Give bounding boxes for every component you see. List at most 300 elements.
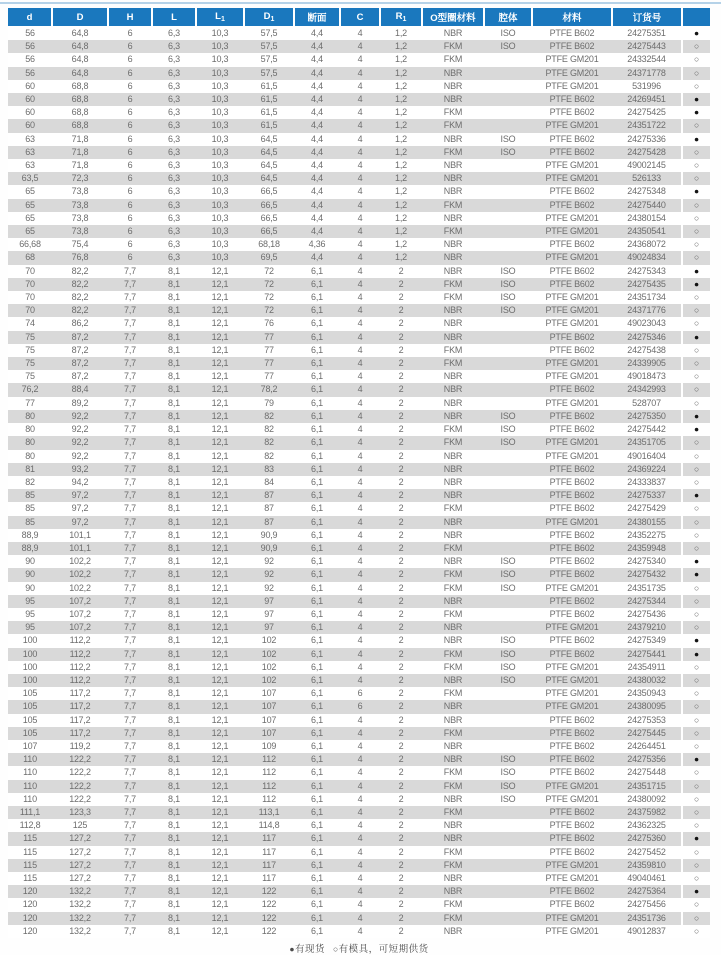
column-header-L: L <box>152 8 196 27</box>
cell-L: 8,1 <box>168 635 180 646</box>
cell-d: 77 <box>25 397 35 408</box>
cell-material: PTFE GM201 <box>545 397 599 408</box>
cell-cross-section: 6,1 <box>311 384 323 395</box>
cell-D: 64,8 <box>71 41 89 52</box>
cell-H: 6 <box>127 160 133 171</box>
cell-H: 6 <box>127 28 133 38</box>
cell-cavity <box>484 53 532 66</box>
cell-C: 4 <box>357 859 363 870</box>
cell-L1: 12,1 <box>211 463 229 474</box>
cell-D: 112,2 <box>69 635 91 646</box>
cell-R1: 1,2 <box>395 160 407 171</box>
cell-R1: 1,2 <box>395 120 407 131</box>
cell-L1: 12,1 <box>211 410 229 421</box>
mold-available-icon: ○ <box>682 872 710 885</box>
cell-L: 6,3 <box>168 133 180 144</box>
table-row <box>8 806 710 819</box>
in-stock-icon: ● <box>682 489 710 502</box>
cell-o-ring-material: FKM <box>443 120 463 131</box>
cell-R1: 2 <box>398 714 404 725</box>
cell-C: 4 <box>357 740 363 751</box>
cell-order-number: 24275356 <box>627 754 666 765</box>
cell-cavity: ISO <box>500 437 516 448</box>
mold-available-icon: ○ <box>682 146 710 159</box>
cell-C: 4 <box>357 107 363 118</box>
cell-C: 4 <box>357 94 363 105</box>
cell-H: 7,7 <box>124 873 136 883</box>
cell-cavity <box>484 819 532 832</box>
cell-R1: 1,2 <box>395 67 407 78</box>
cell-material: PTFE B602 <box>549 344 595 355</box>
cell-L1: 12,1 <box>211 318 229 329</box>
cell-D1: 87 <box>264 516 274 527</box>
cell-L1: 12,1 <box>211 529 229 540</box>
cell-L: 8,1 <box>168 384 180 395</box>
cell-H: 7,7 <box>124 556 136 567</box>
mold-available-icon: ○ <box>682 212 710 225</box>
cell-C: 4 <box>357 67 363 78</box>
mold-available-icon: ○ <box>682 370 710 383</box>
cell-L: 8,1 <box>168 569 180 580</box>
mold-available-icon: ○ <box>682 516 710 529</box>
in-stock-icon: ● <box>682 634 710 647</box>
cell-cavity <box>484 846 532 859</box>
cell-L: 8,1 <box>168 595 180 606</box>
cell-d: 88,9 <box>21 529 39 540</box>
cell-order-number: 24275350 <box>627 410 666 421</box>
table-row <box>8 766 710 779</box>
cell-D1: 66,5 <box>260 226 278 237</box>
cell-D1: 57,5 <box>260 54 278 65</box>
cell-cross-section: 6,1 <box>311 635 323 646</box>
cell-L: 8,1 <box>168 899 180 910</box>
table-row <box>8 304 710 317</box>
cell-order-number: 531996 <box>632 80 661 91</box>
in-stock-label: 有现货 <box>294 944 325 955</box>
cell-cavity <box>484 516 532 529</box>
cell-material: PTFE GM201 <box>545 252 599 263</box>
cell-H: 7,7 <box>124 754 136 765</box>
cell-d: 56 <box>25 54 35 65</box>
table-row <box>8 898 710 911</box>
column-header-C: C <box>340 8 380 27</box>
cell-C: 4 <box>357 424 363 435</box>
cell-D1: 112 <box>262 767 276 778</box>
cell-cross-section: 4,4 <box>311 160 323 171</box>
cell-cavity <box>484 912 532 925</box>
cell-D1: 82 <box>264 437 274 448</box>
cell-H: 7,7 <box>124 925 136 936</box>
cell-d: 120 <box>22 886 38 897</box>
cell-R1: 2 <box>398 569 404 580</box>
cell-cavity <box>484 925 532 938</box>
cell-D1: 122 <box>261 899 277 910</box>
cell-L1: 12,1 <box>211 674 229 685</box>
cell-o-ring-material: FKM <box>443 358 463 369</box>
cell-R1: 2 <box>398 767 404 778</box>
cell-H: 7,7 <box>124 780 136 791</box>
mold-available-icon: ○ <box>682 291 710 304</box>
cell-D: 76,8 <box>71 252 89 263</box>
cell-D: 127,2 <box>69 846 91 857</box>
cell-material: PTFE B602 <box>549 714 595 725</box>
cell-cross-section: 6,1 <box>311 463 323 474</box>
cell-o-ring-material: FKM <box>443 146 463 157</box>
mold-available-icon: ○ <box>682 621 710 634</box>
mold-available-icon: ○ <box>682 476 710 489</box>
cell-o-ring-material: NBR <box>443 622 463 633</box>
cell-o-ring-material: FKM <box>443 648 463 659</box>
cell-d: 60 <box>25 107 35 118</box>
table-row <box>8 793 710 806</box>
cell-C: 4 <box>357 199 363 210</box>
cell-o-ring-material: NBR <box>443 516 463 527</box>
cell-cavity <box>484 370 532 383</box>
table-header <box>8 8 710 27</box>
table-row <box>8 819 710 832</box>
cell-L1: 10,3 <box>211 54 229 65</box>
cell-cavity: ISO <box>500 146 516 157</box>
cell-R1: 2 <box>398 450 404 461</box>
cell-D1: 87 <box>264 490 274 501</box>
cell-L: 8,1 <box>168 820 180 831</box>
cell-C: 4 <box>357 212 363 223</box>
cell-L: 8,1 <box>168 714 180 725</box>
cell-H: 7,7 <box>124 476 136 487</box>
table-row <box>8 608 710 621</box>
cell-R1: 2 <box>398 635 404 646</box>
cell-L1: 12,1 <box>211 278 229 289</box>
cell-L1: 12,1 <box>211 912 229 923</box>
cell-cavity <box>484 225 532 238</box>
table-row <box>8 740 710 753</box>
table-row <box>8 687 710 700</box>
cell-D1: 64,5 <box>260 160 278 171</box>
cell-o-ring-material: NBR <box>443 94 463 105</box>
cell-H: 7,7 <box>124 397 136 408</box>
cell-cross-section: 6,1 <box>311 714 323 725</box>
cell-R1: 2 <box>398 305 404 316</box>
mold-available-icon: ○ <box>682 925 710 938</box>
cell-cavity <box>484 331 532 344</box>
cell-o-ring-material: NBR <box>443 886 463 897</box>
cell-D: 71,8 <box>71 146 89 157</box>
cell-R1: 2 <box>398 358 404 369</box>
cell-material: PTFE B602 <box>549 410 595 421</box>
cell-cavity <box>484 238 532 251</box>
in-stock-icon: ● <box>682 832 710 845</box>
cell-H: 6 <box>127 199 133 210</box>
cell-cross-section: 6,1 <box>311 912 323 923</box>
cell-R1: 2 <box>398 648 404 659</box>
cell-L: 6,3 <box>168 226 180 237</box>
cell-D: 119,2 <box>69 740 91 751</box>
cell-order-number: 24275346 <box>627 331 666 342</box>
cell-R1: 1,2 <box>395 186 407 197</box>
cell-C: 4 <box>357 595 363 606</box>
cell-D: 117,2 <box>69 688 91 699</box>
cell-L1: 10,3 <box>211 160 229 171</box>
cell-R1: 1,2 <box>395 199 407 210</box>
table-row <box>8 700 710 713</box>
cell-order-number: 24371778 <box>627 67 666 78</box>
cell-D1: 112 <box>262 793 276 804</box>
cell-material: PTFE GM201 <box>545 120 599 131</box>
cell-C: 4 <box>357 820 363 831</box>
cell-D: 82,2 <box>71 265 89 276</box>
table-row <box>8 133 710 146</box>
cell-D: 101,1 <box>69 542 91 553</box>
cell-cross-section: 6,1 <box>311 450 323 461</box>
table-row <box>8 859 710 872</box>
cell-d: 110 <box>23 793 37 804</box>
cell-C: 4 <box>357 305 363 316</box>
cell-L: 8,1 <box>168 767 180 778</box>
cell-L1: 10,3 <box>211 186 229 197</box>
cell-R1: 2 <box>398 688 404 699</box>
mold-available-icon: ○ <box>682 700 710 713</box>
cell-H: 7,7 <box>124 331 136 342</box>
cell-o-ring-material: NBR <box>443 133 463 144</box>
cell-L: 8,1 <box>168 450 180 461</box>
cell-D: 87,2 <box>71 371 89 382</box>
cell-R1: 2 <box>398 410 404 421</box>
table-row <box>8 172 710 185</box>
cell-H: 6 <box>127 107 133 118</box>
cell-cross-section: 6,1 <box>311 886 323 897</box>
cell-o-ring-material: NBR <box>443 490 463 501</box>
cell-D1: 61,5 <box>260 107 278 118</box>
cell-D1: 72 <box>264 278 274 289</box>
cell-D1: 61,5 <box>260 80 278 91</box>
cell-H: 6 <box>127 80 133 91</box>
cell-L1: 12,1 <box>211 542 229 553</box>
cell-order-number: 49002145 <box>627 160 666 171</box>
cell-D: 68,8 <box>71 120 89 131</box>
cell-cross-section: 6,1 <box>311 278 323 289</box>
cell-cross-section: 6,1 <box>311 648 323 659</box>
cell-D: 89,2 <box>71 397 89 408</box>
cell-material: PTFE GM201 <box>545 582 599 593</box>
cell-R1: 2 <box>398 476 404 487</box>
cell-D: 87,2 <box>71 331 89 342</box>
cell-o-ring-material: NBR <box>443 67 463 78</box>
cell-cross-section: 6,1 <box>311 582 323 593</box>
table-row <box>8 621 710 634</box>
cell-d: 60 <box>25 80 35 91</box>
cell-C: 4 <box>357 344 363 355</box>
cell-o-ring-material: NBR <box>443 28 463 38</box>
cell-material: PTFE GM201 <box>545 173 599 184</box>
cell-cavity <box>484 529 532 542</box>
cell-D1: 90,9 <box>260 542 278 553</box>
cell-d: 110 <box>23 780 37 791</box>
cell-d: 75 <box>25 344 35 355</box>
cell-D1: 64,5 <box>260 173 278 184</box>
cell-cavity <box>484 357 532 370</box>
cell-L1: 12,1 <box>211 397 229 408</box>
cell-R1: 2 <box>398 529 404 540</box>
cell-L: 8,1 <box>168 278 180 289</box>
cell-D: 87,2 <box>71 358 89 369</box>
cell-L: 8,1 <box>168 740 180 751</box>
cell-d: 120 <box>22 912 38 923</box>
cell-cavity: ISO <box>500 28 516 38</box>
cell-C: 4 <box>357 806 363 817</box>
cell-order-number: 49018473 <box>627 371 666 382</box>
cell-order-number: 24371776 <box>627 305 666 316</box>
cell-C: 4 <box>357 503 363 514</box>
cell-order-number: 24269451 <box>627 94 666 105</box>
cell-o-ring-material: NBR <box>443 925 463 936</box>
cell-L: 6,3 <box>168 54 180 65</box>
cell-C: 4 <box>357 186 363 197</box>
cell-cavity <box>484 119 532 132</box>
cell-d: 88,9 <box>21 542 39 553</box>
cell-material: PTFE GM201 <box>545 318 599 329</box>
cell-L1: 10,3 <box>211 107 229 118</box>
cell-cross-section: 6,1 <box>311 859 323 870</box>
cell-H: 7,7 <box>124 701 136 712</box>
cell-material: PTFE GM201 <box>545 516 599 527</box>
cell-cross-section: 6,1 <box>311 490 323 501</box>
table-row <box>8 529 710 542</box>
mold-available-icon: ○ <box>682 463 710 476</box>
cell-D: 117,2 <box>69 727 91 738</box>
mold-available-icon: ○ <box>682 238 710 251</box>
cell-d: 107 <box>22 740 38 751</box>
cell-o-ring-material: NBR <box>443 252 463 263</box>
cell-L: 8,1 <box>168 437 180 448</box>
cell-L: 8,1 <box>168 358 180 369</box>
cell-o-ring-material: NBR <box>443 595 463 606</box>
cell-D1: 97 <box>264 622 274 633</box>
cell-D: 122,2 <box>69 754 91 765</box>
cell-o-ring-material: NBR <box>443 397 463 408</box>
cell-d: 105 <box>22 701 38 712</box>
table-row <box>8 225 710 238</box>
cell-D: 112,2 <box>69 661 91 672</box>
cell-o-ring-material: NBR <box>443 384 463 395</box>
cell-o-ring-material: NBR <box>443 410 463 421</box>
cell-D1: 66,5 <box>260 199 278 210</box>
cell-C: 4 <box>357 925 363 936</box>
cell-L1: 10,3 <box>211 80 229 91</box>
cell-cavity: ISO <box>500 133 516 144</box>
table-row <box>8 423 710 436</box>
table-row <box>8 357 710 370</box>
cell-d: 68 <box>25 252 35 263</box>
cell-C: 4 <box>357 278 363 289</box>
cell-o-ring-material: FKM <box>443 54 463 65</box>
cell-cavity <box>484 806 532 819</box>
cell-H: 7,7 <box>124 608 136 619</box>
cell-order-number: 24275442 <box>627 424 666 435</box>
cell-d: 80 <box>25 424 35 435</box>
mold-available-icon: ○ <box>682 542 710 555</box>
table-row <box>8 317 710 330</box>
cell-o-ring-material: FKM <box>443 278 463 289</box>
cell-L: 6,3 <box>168 67 180 78</box>
cell-d: 105 <box>22 688 38 699</box>
cell-o-ring-material: NBR <box>443 305 463 316</box>
cell-L1: 12,1 <box>211 622 229 633</box>
cell-C: 4 <box>357 358 363 369</box>
cell-H: 7,7 <box>124 622 136 633</box>
cell-L: 8,1 <box>168 344 180 355</box>
cell-o-ring-material: FKM <box>443 727 463 738</box>
cell-material: PTFE B602 <box>549 569 595 580</box>
cell-L1: 12,1 <box>211 859 229 870</box>
cell-H: 7,7 <box>124 833 136 844</box>
mold-available-icon: ○ <box>682 727 710 740</box>
cell-L: 6,3 <box>168 212 180 223</box>
cell-D: 64,8 <box>71 67 89 78</box>
cell-R1: 2 <box>398 463 404 474</box>
cell-cross-section: 6,1 <box>311 846 323 857</box>
cell-cross-section: 4,4 <box>311 107 323 118</box>
cell-cross-section: 4,4 <box>311 94 323 105</box>
cell-R1: 2 <box>398 292 404 303</box>
cell-L: 6,3 <box>168 28 180 38</box>
cell-L: 8,1 <box>168 648 180 659</box>
cell-d: 112,8 <box>19 820 41 831</box>
cell-H: 7,7 <box>124 424 136 435</box>
cell-D: 102,2 <box>69 556 91 567</box>
table-row <box>8 925 710 938</box>
cell-order-number: 24275441 <box>627 648 666 659</box>
cell-d: 85 <box>25 490 35 501</box>
mold-available-icon: ○ <box>682 397 710 410</box>
cell-L1: 10,3 <box>211 173 229 184</box>
cell-R1: 1,2 <box>395 252 407 263</box>
cell-C: 4 <box>357 529 363 540</box>
cell-L1: 12,1 <box>211 344 229 355</box>
cell-D1: 97 <box>264 595 274 606</box>
cell-C: 4 <box>357 239 363 250</box>
cell-cavity <box>484 67 532 80</box>
cell-material: PTFE B602 <box>549 648 595 659</box>
cell-H: 7,7 <box>124 344 136 355</box>
table-row <box>8 595 710 608</box>
cell-order-number: 49024834 <box>627 252 666 263</box>
cell-o-ring-material: NBR <box>443 873 463 883</box>
cell-cavity <box>484 898 532 911</box>
cell-o-ring-material: NBR <box>443 529 463 540</box>
cell-H: 7,7 <box>124 516 136 527</box>
cell-order-number: 24352275 <box>627 529 666 540</box>
cell-cavity <box>484 185 532 198</box>
cell-R1: 2 <box>398 371 404 382</box>
in-stock-icon: ● <box>682 885 710 898</box>
cell-D: 94,2 <box>71 476 89 487</box>
cell-L: 8,1 <box>168 529 180 540</box>
cell-L1: 10,3 <box>211 67 229 78</box>
cell-o-ring-material: NBR <box>443 173 463 184</box>
cell-C: 4 <box>357 727 363 738</box>
cell-D: 122,2 <box>69 767 91 778</box>
cell-D: 92,2 <box>71 437 89 448</box>
cell-cross-section: 6,1 <box>311 608 323 619</box>
cell-o-ring-material: NBR <box>443 318 463 329</box>
cell-C: 4 <box>357 318 363 329</box>
cell-R1: 2 <box>398 556 404 567</box>
cell-cavity <box>484 383 532 396</box>
cell-order-number: 24275438 <box>627 344 666 355</box>
cell-cavity: ISO <box>500 635 516 646</box>
cell-L1: 12,1 <box>211 437 229 448</box>
cell-cross-section: 4,4 <box>311 173 323 184</box>
